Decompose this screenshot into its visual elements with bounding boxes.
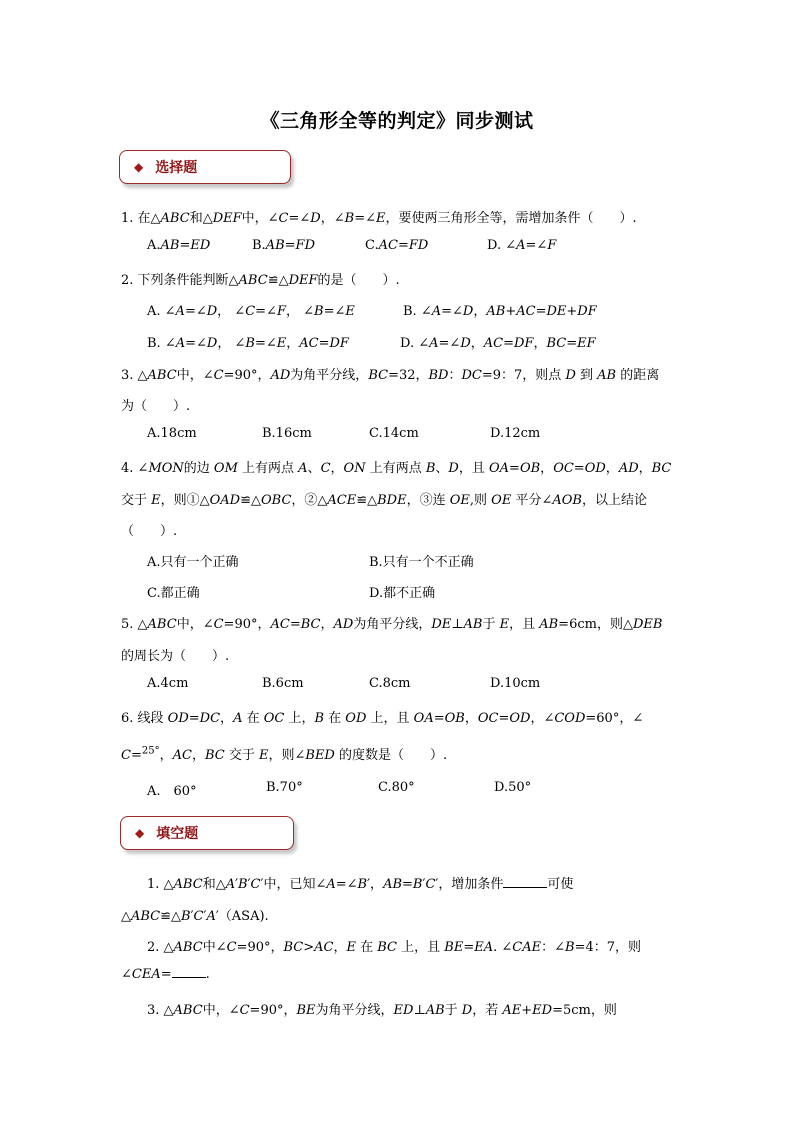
page-title: 《三角形全等的判定》同步测试 xyxy=(260,110,534,132)
question-6-option-c[interactable]: C.80° xyxy=(378,780,415,795)
question-3-option-c[interactable]: C.14cm xyxy=(369,426,419,441)
question-5-option-b[interactable]: B.6cm xyxy=(262,676,304,691)
question-4-stem: 4. ∠MON的边 OM 上有两点 A、C，ON 上有两点 B、D，且 OA=OB，OC=OD，AD，BC xyxy=(121,461,672,476)
question-3-stem: 3. △ABC中，∠C=90°，AD为角平分线，BC=32，BD：DC=9：7，则点 D 到 AB 的距离 xyxy=(121,368,660,383)
fill-question-1-stem-cont: △ABC≌△B′C′A′（ASA). xyxy=(121,909,269,924)
question-4-option-d[interactable]: D.都不正确 xyxy=(369,586,436,601)
question-6-option-b[interactable]: B.70° xyxy=(266,780,303,795)
question-2-option-a[interactable]: A. ∠A=∠D， ∠C=∠F， ∠B=∠E xyxy=(147,304,355,319)
question-6-option-a[interactable]: A. 60° xyxy=(147,784,197,799)
section-header-choice xyxy=(119,150,291,184)
question-6-option-d[interactable]: D.50° xyxy=(494,780,532,795)
question-2-option-d[interactable]: D. ∠A=∠D，AC=DF，BC=EF xyxy=(400,336,596,351)
question-2-stem: 2. 下列条件能判断△ABC≌△DEF的是（ ）. xyxy=(121,273,400,288)
question-4-option-c[interactable]: C.都正确 xyxy=(147,586,200,601)
question-2-option-b[interactable]: B. ∠A=∠D，AB+AC=DE+DF xyxy=(403,304,597,319)
question-5-option-c[interactable]: C.8cm xyxy=(369,676,411,691)
question-1-option-c[interactable]: C.AC=FD xyxy=(365,238,429,253)
question-4-stem-cont2: （ ）. xyxy=(121,524,178,539)
question-5-stem-cont: 的周长为（ ）. xyxy=(121,649,230,664)
question-1-option-a[interactable]: A.AB=ED xyxy=(147,238,211,253)
fill-question-1-stem: 1. △ABC和△A′B′C′中，已知∠A=∠B′，AB=B′C′，增加条件 可使 xyxy=(147,877,574,892)
question-3-option-b[interactable]: B.16cm xyxy=(262,426,312,441)
fill-question-2-stem-cont: ∠CEA= . xyxy=(121,967,210,982)
answer-blank[interactable] xyxy=(503,887,547,888)
question-1-stem: 1. 在△ABC和△DEF中，∠C=∠D，∠B=∠E，要使两三角形全等，需增加条件（ ）. xyxy=(121,211,637,226)
question-1-option-b[interactable]: B.AB=FD xyxy=(252,238,315,253)
question-3-option-d[interactable]: D.12cm xyxy=(490,426,541,441)
diamond-icon: ◆ xyxy=(135,826,145,840)
question-5-option-a[interactable]: A.4cm xyxy=(147,676,189,691)
question-3-option-a[interactable]: A.18cm xyxy=(147,426,197,441)
question-1-option-d[interactable]: D. ∠A=∠F xyxy=(487,238,557,253)
question-5-stem: 5. △ABC中，∠C=90°，AC=BC，AD为角平分线，DE⊥AB于 E，且 AB=6cm，则△DEB xyxy=(121,617,663,632)
question-4-option-a[interactable]: A.只有一个正确 xyxy=(147,555,239,570)
answer-blank[interactable] xyxy=(172,977,206,978)
fill-question-2-stem: 2. △ABC中∠C=90°，BC>AC，E 在 BC 上，且 BE=EA. ∠CAE：∠B=4：7，则 xyxy=(147,940,642,955)
question-6-stem-cont: C=$^{25^\circ}$，AC，BC 交于 E，则∠BED 的度数是（ ）. xyxy=(121,745,448,763)
question-2-option-c[interactable]: B. ∠A=∠D， ∠B=∠E，AC=DF xyxy=(147,336,349,351)
question-6-stem: 6. 线段 OD=DC，A 在 OC 上，B 在 OD 上，且 OA=OB，OC=OD，∠COD=60°，∠ xyxy=(121,711,644,726)
section-header-fill xyxy=(120,816,294,850)
fill-question-3-stem: 3. △ABC中，∠C=90°，BE为角平分线，ED⊥AB于 D，若 AE+ED=5cm，则 xyxy=(147,1003,617,1018)
section-label: 选择题 xyxy=(155,160,198,176)
diamond-icon: ◆ xyxy=(134,160,144,174)
question-5-option-d[interactable]: D.10cm xyxy=(490,676,541,691)
question-3-stem-cont: 为（ ）. xyxy=(121,399,191,414)
question-4-stem-cont: 交于 E，则①△OAD≌△OBC，②△ACE≌△BDE，③连 OE,则 OE 平分∠AOB，以上结论 xyxy=(121,493,647,508)
section-label: 填空题 xyxy=(156,826,199,842)
question-4-option-b[interactable]: B.只有一个不正确 xyxy=(369,555,474,570)
